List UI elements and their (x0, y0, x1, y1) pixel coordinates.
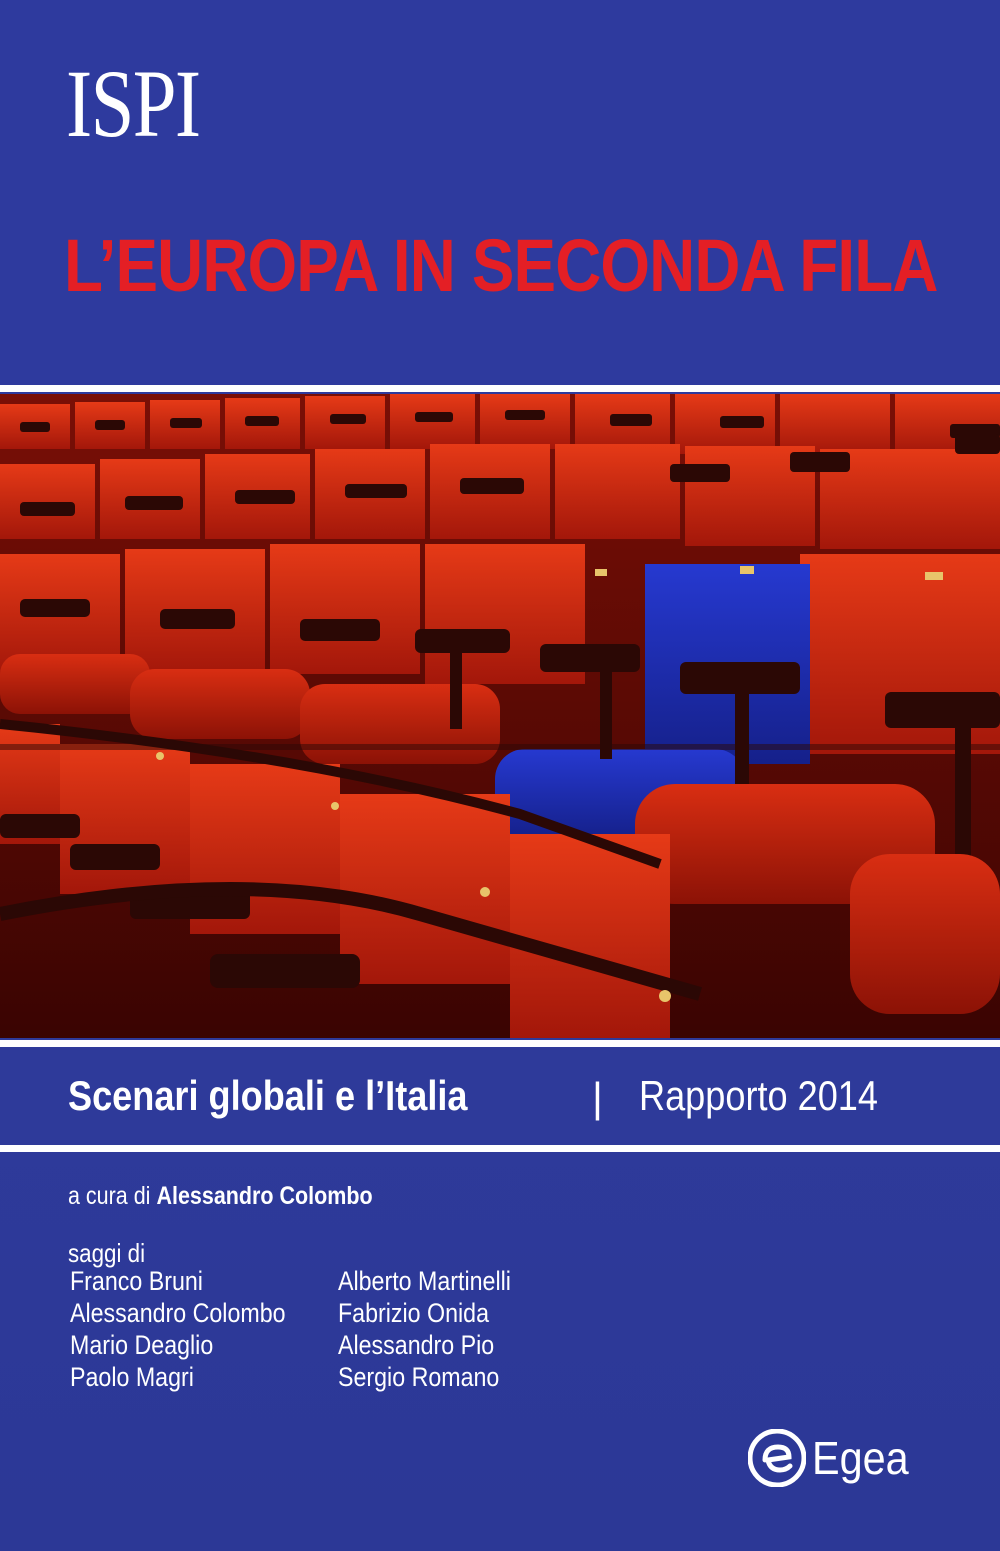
author-name: Paolo Magri (70, 1362, 194, 1392)
author-name: Alessandro Pio (338, 1330, 495, 1360)
theater-seats-photo (0, 394, 1000, 1038)
author-name: Franco Bruni (70, 1266, 203, 1296)
authors-left-column (70, 1265, 286, 1393)
subtitle-separator: | (592, 1074, 603, 1121)
author-name: Sergio Romano (338, 1362, 500, 1392)
editor-credit (68, 1180, 373, 1212)
series-subtitle: Scenari globali e l’Italia (68, 1072, 468, 1119)
divider-top (0, 385, 1000, 392)
author-name: Alessandro Colombo (70, 1298, 286, 1328)
book-title: L’EUROPA IN SECONDA FILA (64, 224, 938, 307)
divider-bottom (0, 1145, 1000, 1152)
ispi-logo: ISPI (66, 50, 200, 157)
e-circle-logo-icon (748, 1429, 806, 1487)
author-name: Fabrizio Onida (338, 1298, 490, 1328)
publisher-logo (748, 1426, 919, 1490)
author-name: Alberto Martinelli (338, 1266, 511, 1296)
editor-prefix: a cura di (68, 1182, 157, 1210)
report-year: Rapporto 2014 (639, 1072, 878, 1119)
theater-seats-illustration (0, 394, 1000, 1038)
editor-name: Alessandro Colombo (156, 1182, 373, 1210)
essays-label: saggi di (68, 1238, 146, 1268)
author-name: Mario Deaglio (70, 1330, 214, 1360)
divider-middle (0, 1040, 1000, 1047)
authors-right-column (338, 1265, 511, 1393)
publisher-name: Egea (812, 1432, 909, 1484)
